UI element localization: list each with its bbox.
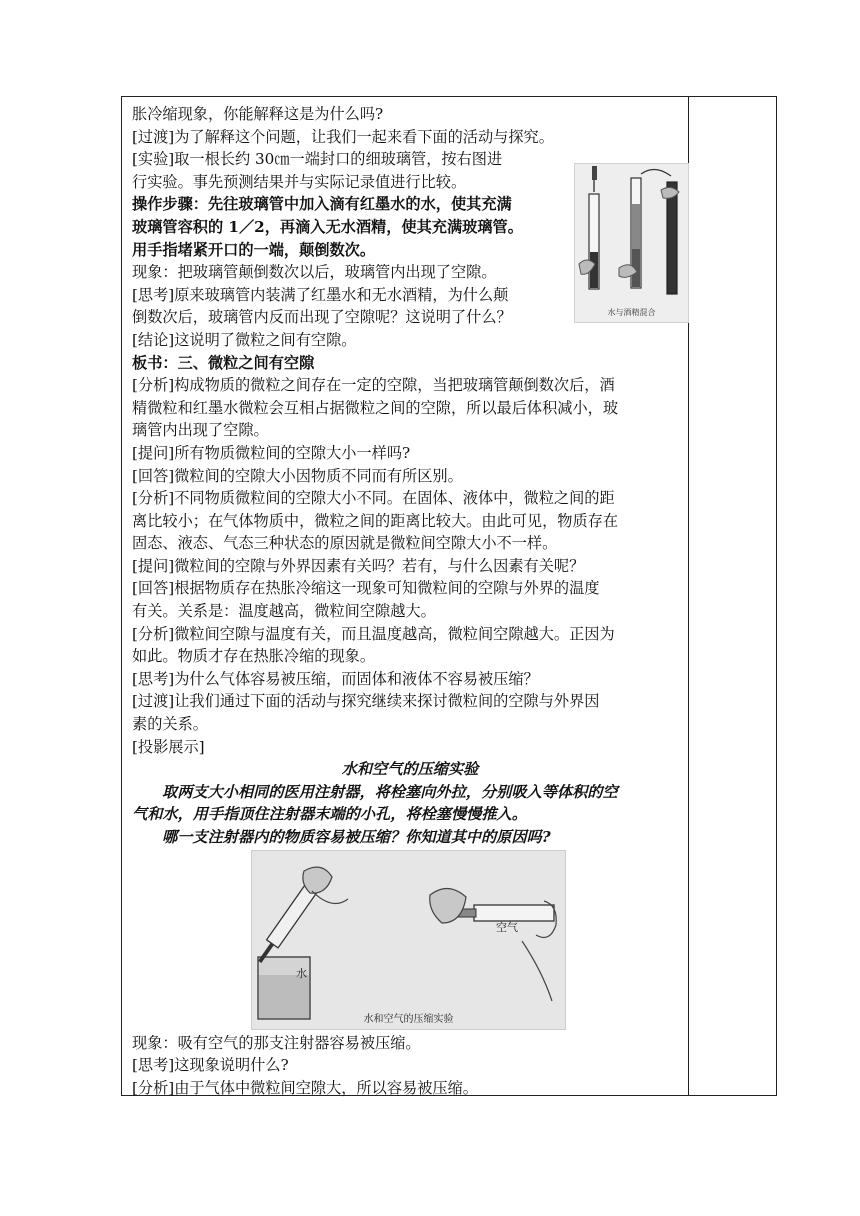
air-label: 空气 [496, 921, 518, 934]
text-line: 行实验。事先预测结果并与实际记录值进行比较。 [132, 172, 467, 191]
text-line: [回答]根据物质存在热胀冷缩这一现象可知微粒间的空隙与外界的温度 [132, 579, 600, 598]
text-line: [过渡]为了解释这个问题，让我们一起来看下面的活动与探究。 [132, 127, 554, 146]
text-line: 璃管内出现了空隙。 [132, 421, 269, 440]
tubes-illustration [575, 164, 688, 322]
text-line: 有关。关系是：温度越高，微粒间空隙越大。 [132, 602, 436, 621]
board-heading: 板书：三、微粒之间有空隙 [132, 353, 315, 372]
text-line: [思考]为什么气体容易被压缩，而固体和液体不容易被压缩？ [132, 669, 539, 688]
text-line: [提问]微粒间的空隙与外界因素有关吗？若有，与什么因素有关呢？ [132, 556, 585, 575]
text-line: 精微粒和红墨水微粒会互相占据微粒之间的空隙，所以最后体积减小，玻 [132, 398, 618, 417]
lesson-table [121, 96, 777, 1096]
text-line: [思考]这现象说明什么? [132, 1056, 289, 1075]
procedure-line: 玻璃管容积的 1／2，再滴入无水酒精，使其充满玻璃管。 [132, 217, 523, 236]
text-line: [提问]所有物质微粒间的空隙大小一样吗? [132, 443, 411, 462]
text-line: [分析]微粒间空隙与温度有关，而且温度越高，微粒间空隙越大。正因为 [132, 624, 615, 643]
text-line: [分析]由于气体中微粒间空隙大，所以容易被压缩。 [132, 1078, 478, 1097]
text-line: 如此。物质才存在热胀冷缩的现象。 [132, 647, 375, 666]
text-line: [实验]取一根长约 30㎝一端封口的细玻璃管，按右图进 [132, 150, 503, 169]
text-line: 固态、液态、气态三种状态的原因就是微粒间空隙大小不一样。 [132, 534, 558, 553]
text-line: [投影展示] [132, 737, 205, 756]
text-line: 素的关系。 [132, 715, 208, 734]
experiment-text: 气和水，用手指顶住注射器末端的小孔，将栓塞慢慢推入。 [132, 805, 527, 824]
text-line: [分析]构成物质的微粒之间存在一定的空隙，当把玻璃管颠倒数次后，酒 [132, 376, 615, 395]
figure-caption: 水和空气的压缩实验 [363, 1014, 454, 1025]
text-line: [结论]这说明了微粒之间有空隙。 [132, 330, 357, 349]
text-line: [过渡]让我们通过下面的活动与探究继续来探讨微粒间的空隙与外界因 [132, 692, 600, 711]
compression-figure [251, 850, 566, 1030]
text-line: 胀冷缩现象，你能解释这是为什么吗? [132, 105, 384, 123]
procedure-line: 用手指堵紧开口的一端，颠倒数次。 [132, 240, 375, 259]
syringes-illustration [252, 851, 565, 1029]
text-line: [回答]微粒间的空隙大小因物质不同而有所区别。 [132, 466, 463, 485]
text-line: 现象：吸有空气的那支注射器容易被压缩。 [132, 1033, 421, 1052]
text-line: 现象：把玻璃管颠倒数次以后，玻璃管内出现了空隙。 [132, 263, 497, 282]
figure-caption: 水与酒精混合 [607, 308, 656, 317]
water-alcohol-figure [574, 163, 689, 323]
procedure-line: 操作步骤：先往玻璃管中加入滴有红墨水的水，使其充满 [132, 195, 512, 214]
experiment-text: 取两支大小相同的医用注射器，将栓塞向外拉，分别吸入等体积的空 [162, 782, 618, 801]
text-line: 离比较小；在气体物质中，微粒之间的距离比较大。由此可见，物质存在 [132, 511, 618, 530]
text-line: [思考]原来玻璃管内装满了红墨水和无水酒精，为什么颠 [132, 285, 509, 304]
text-line: 倒数次后，玻璃管内反而出现了空隙呢？这说明了什么？ [132, 308, 512, 327]
experiment-title: 水和空气的压缩实验 [341, 760, 479, 779]
water-label: 水 [296, 967, 307, 980]
text-line: [分析]不同物质微粒间的空隙大小不同。在固体、液体中，微粒之间的距 [132, 489, 615, 508]
experiment-question: 哪一支注射器内的物质容易被压缩？你知道其中的原因吗? [162, 828, 551, 846]
